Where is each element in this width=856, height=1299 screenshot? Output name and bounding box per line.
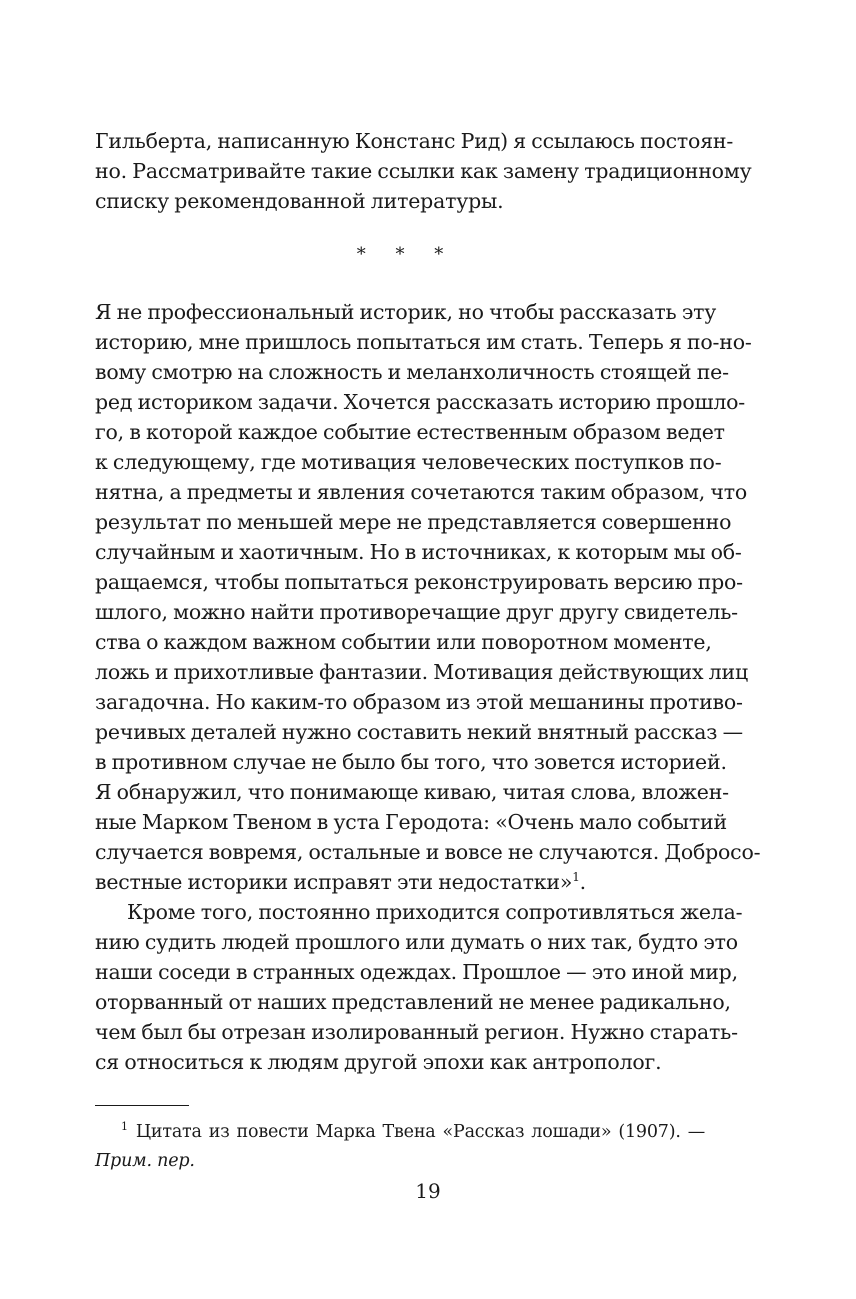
footnote-translator-note: Прим. пер. [95,1151,195,1171]
text-line: вому смотрю на сложность и меланхоличность стоящей пе- [95,360,729,384]
text-line: ред историком задачи. Хочется рассказать историю прошло- [95,390,746,414]
text-line: Кроме того, постоянно приходится сопротивляться жела- [127,900,743,924]
footnote-number: 1 [121,1120,128,1134]
footnote-text: Цитата из повести Марка Твена «Рассказ лошади» (1907). — [135,1122,705,1142]
text-line: случается вовремя, остальные и вовсе не случаются. Добросо- [95,840,761,864]
text-line: ращаемся, чтобы попытаться реконструировать версию про- [95,570,743,594]
sentence-period: . [579,870,586,894]
text-line: оторванный от наших представлений не менее радикально, [95,990,731,1014]
text-line: в противном случае не было бы того, что зовется историей. [95,750,727,774]
text-line: шлого, можно найти противоречащие друг другу свидетель- [95,600,738,624]
text-line: нию судить людей прошлого или думать о них так, будто это [95,930,738,954]
text-line: речивых деталей нужно составить некий внятный рассказ — [95,720,743,744]
text-line: случайным и хаотичным. Но в источниках, к которым мы об- [95,540,742,564]
text-line: ложь и прихотливые фантазии. Мотивация действующих лиц [95,660,748,684]
footnote-divider [95,1105,189,1106]
text-line: загадочна. Но каким-то образом из этой мешанины противо- [95,690,743,714]
paragraph-second [95,897,743,1077]
text-line: историю, мне пришлось попытаться им стать. Теперь я по-но- [95,330,752,354]
text-line: Я не профессиональный историк, но чтобы рассказать эту [95,300,717,324]
text-line: но. Рассматривайте такие ссылки как замену традиционному [95,159,752,183]
text-line: ся относиться к людям другой эпохи как антрополог. [95,1050,662,1074]
footnote-line [95,1118,705,1147]
text-line: результат по меньшей мере не представляется совершенно [95,510,732,534]
page-number: 19 [415,1179,441,1203]
book-page-body [95,126,761,1176]
text-line: наши соседи в странных одеждах. Прошлое — это иной мир, [95,960,738,984]
text-line: чем был бы отрезан изолированный регион. Нужно старать- [95,1020,738,1044]
paragraph-intro [95,126,752,216]
text-line: к следующему, где мотивация человеческих поступков по- [95,450,722,474]
text-line-content: вестные историки исправят эти недостатки» [95,870,573,894]
text-line: го, в которой каждое событие естественным образом ведет [95,420,725,444]
text-line: ства о каждом важном событии или поворотном моменте, [95,630,712,654]
text-line: нятна, а предметы и явления сочетаются таким образом, что [95,480,748,504]
paragraph-main [95,297,761,897]
footnote [95,1118,705,1176]
text-line: Я обнаружил, что понимающе киваю, читая слова, вложен- [95,780,729,804]
footnote-reference[interactable]: 1 [572,870,580,885]
text-line: списку рекомендованной литературы. [95,189,504,213]
text-line: ные Марком Твеном в уста Геродота: «Очень мало событий [95,810,727,834]
text-line: Гильберта, написанную Констанс Рид) я ссылаюсь постоян- [95,129,734,153]
text-line [95,867,705,897]
section-separator: * * * [356,244,456,265]
